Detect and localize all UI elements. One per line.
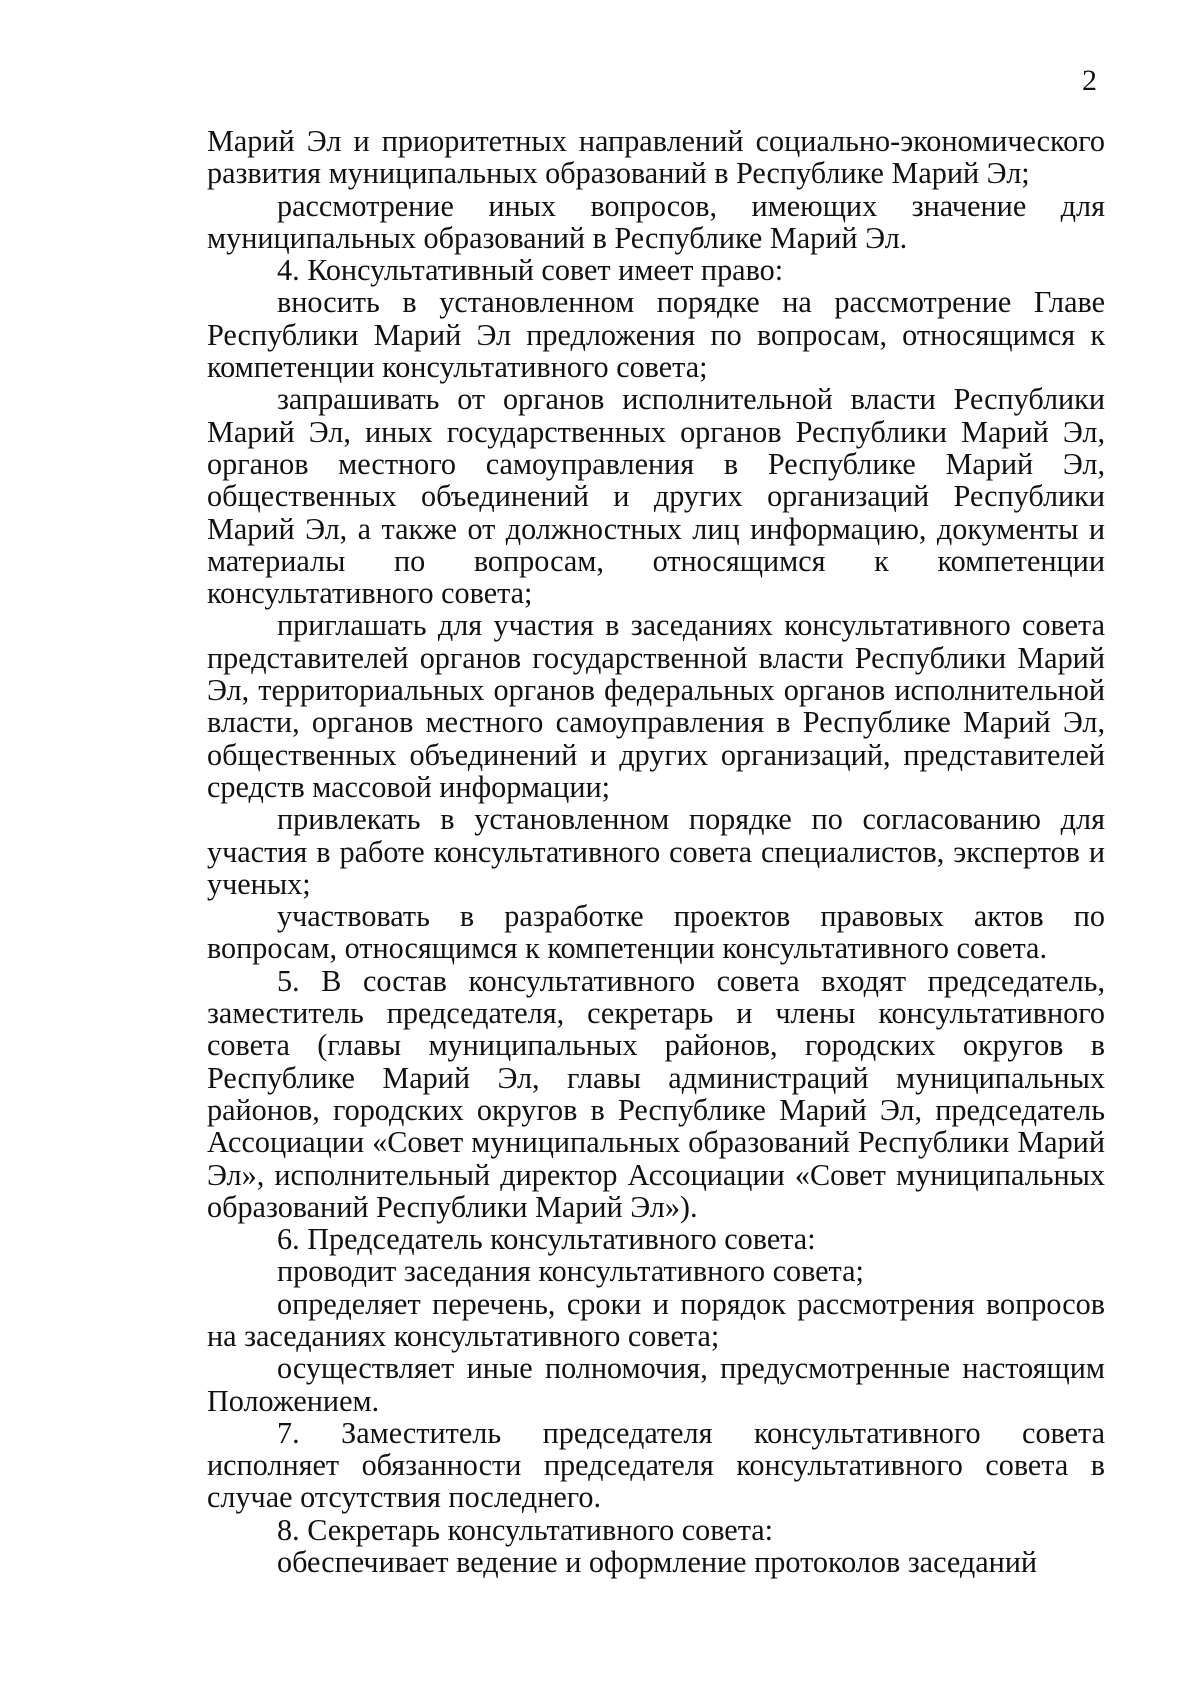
section-7: 7. Заместитель председателя консультативного совета исполняет обязанности председателя консультативного совета в случае отсутствия последнего. xyxy=(207,1415,1105,1515)
page-number: 2 xyxy=(1082,64,1097,97)
section-heading-6: 6. Председатель консультативного совета: xyxy=(277,1222,816,1257)
paragraph: приглашать для участия в заседаниях консультативного совета представителей органов государственной власти Республики Марий Эл, территориальных органов федеральных органов исполнительной власти, органов местного самоуправления в Республике Марий Эл, общественных объединений и других организаций, представителей средств массовой информации; xyxy=(207,608,1105,804)
section-5: 5. В состав консультативного совета входят председатель, заместитель председателя, секретарь и члены консультативного совета (главы муниципальных районов, городских округов в Республике Марий Эл, главы администраций муниципальных районов, городских округов в Республике Марий Эл, председатель Ассоциации «Совет муниципальных образований Республики Марий Эл», исполнительный директор Ассоциации «Совет муниципальных образований Республики Марий Эл»). xyxy=(207,963,1105,1224)
paragraph: вносить в установленном порядке на рассмотрение Главе Республики Марий Эл предложения по вопросам, относящимся к компетенции консультативного совета; xyxy=(207,285,1105,385)
paragraph: рассмотрение иных вопросов, имеющих значение для муниципальных образований в Республике Марий Эл. xyxy=(207,188,1105,255)
paragraph: проводит заседания консультативного совета; xyxy=(277,1254,864,1289)
section-heading-4: 4. Консультативный совет имеет право: xyxy=(277,253,784,288)
paragraph: участвовать в разработке проектов правовых актов по вопросам, относящимся к компетенции консультативного совета. xyxy=(207,899,1105,966)
document-body xyxy=(207,125,1105,1578)
paragraph: обеспечивает ведение и оформление протоколов заседаний xyxy=(277,1545,1038,1580)
paragraph: привлекать в установленном порядке по согласованию для участия в работе консультативного совета специалистов, экспертов и ученых; xyxy=(207,802,1105,901)
paragraph: определяет перечень, сроки и порядок рассмотрения вопросов на заседаниях консультативного совета; xyxy=(207,1286,1105,1353)
section-heading-8: 8. Секретарь консультативного совета: xyxy=(277,1512,774,1547)
paragraph-continuation: Марий Эл и приоритетных направлений социально-экономического развития муниципальных образований в Республике Марий Эл; xyxy=(207,124,1105,191)
paragraph: осуществляет иные полномочия, предусмотренные настоящим Положением. xyxy=(207,1351,1105,1418)
paragraph: запрашивать от органов исполнительной власти Республики Марий Эл, иных государственных органов Республики Марий Эл, органов местного самоуправления в Республике Марий Эл, общественных объединений и других организаций Республики Марий Эл, а также от должностных лиц информацию, документы и материалы по вопросам, относящимся к компетенции консультативного совета; xyxy=(207,382,1105,611)
